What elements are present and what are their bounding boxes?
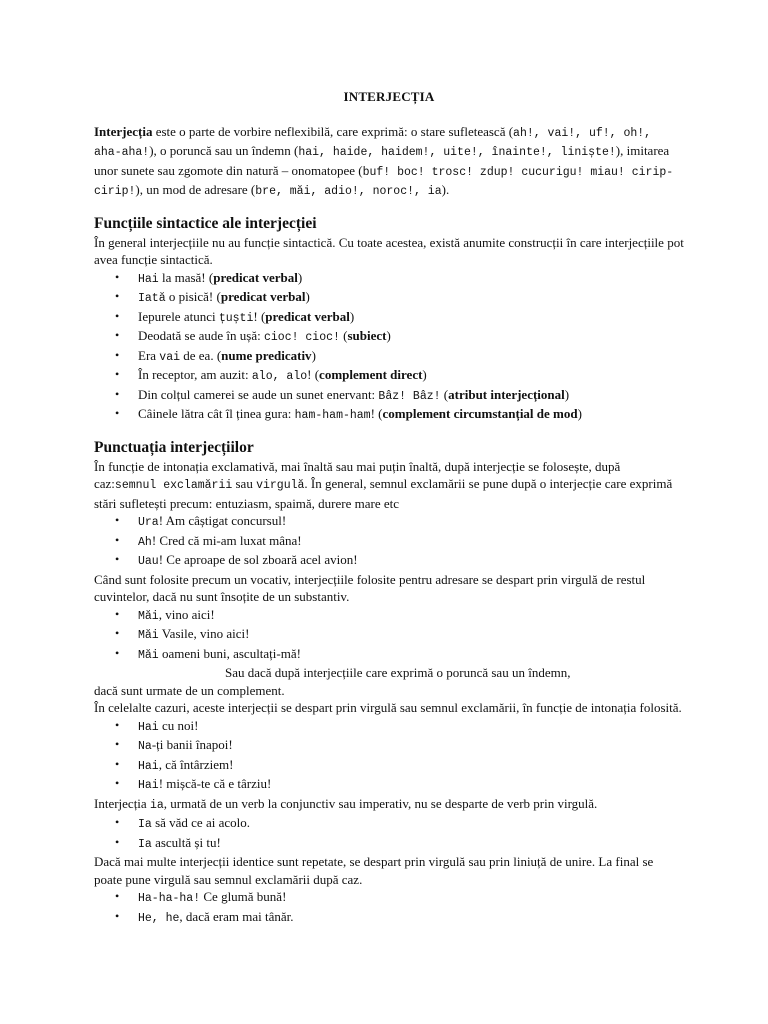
item-function: predicat verbal (213, 269, 298, 285)
list-item (94, 814, 684, 834)
intro-example-3: buf! boc! trosc! zdup! cucurigu! miau! cirip-cirip! (94, 165, 674, 198)
intro-text-1: este o parte de vorbire neflexibilă, care exprimă: o stare sufletească ( (152, 123, 514, 139)
item-interjection: Ha-ha-ha! (138, 892, 201, 905)
item-text: o pisică! ( (165, 289, 221, 304)
ia-examples-list (94, 814, 684, 853)
item-interjection: Ia (138, 837, 152, 851)
item-text: ) (564, 386, 570, 402)
intro-paragraph (94, 123, 684, 201)
item-text: la masă! ( (158, 269, 214, 285)
list-item (94, 756, 684, 776)
item-function: nume predicativ (221, 347, 312, 363)
item-text: În receptor, am auzit: (138, 367, 252, 382)
item-text: ( (440, 386, 449, 402)
item-function: predicat verbal (220, 289, 306, 304)
p1-code-exclamation: semnul exclamării (114, 479, 233, 492)
item-interjection: cioc! cioc! (263, 331, 340, 344)
list-item (94, 717, 684, 737)
list-item (94, 775, 684, 795)
vocative-examples-list (94, 606, 684, 665)
item-interjection: vai (159, 350, 181, 364)
p1-text-a: În funcție de intonația exclamativă, mai înaltă sau mai puțin înaltă, după interjecție se folosește, după caz: (94, 458, 621, 491)
item-text: Iepurele atunci (138, 308, 219, 324)
item-text: Deodată se aude în ușă: (138, 328, 264, 343)
item-text: ! ( (253, 308, 266, 324)
item-text: să văd ce ai acolo. (151, 815, 250, 830)
syntactic-functions-list (94, 269, 684, 425)
section1-paragraph: În general interjecțiile nu au funcție sintactică. Cu toate acestea, există anumite construcții în care interjecțiile pot avea funcție sintactică. (94, 234, 684, 267)
item-interjection: Iată (138, 292, 166, 305)
item-function: complement circumstanțial de mod (382, 406, 578, 421)
item-text: ! ( (370, 406, 383, 421)
item-function: complement direct (319, 367, 423, 382)
item-interjection: He, he (138, 911, 180, 925)
intro-term: Interjecția (94, 123, 153, 139)
item-text: -ți banii înapoi! (151, 737, 233, 752)
item-text: oameni buni, ascultați-mă! (158, 645, 301, 661)
item-text: Din colțul camerei se aude un sunet enervant: (138, 386, 379, 402)
item-interjection: Hai (138, 720, 159, 734)
item-function: subiect (347, 328, 387, 343)
item-text: , că întârziem! (158, 756, 234, 772)
item-interjection: Bâz! Bâz! (378, 389, 441, 403)
item-function: atribut interjecțional (448, 386, 565, 402)
list-item (94, 834, 684, 854)
list-item (94, 308, 684, 328)
p1-code-comma: virgulă (256, 479, 305, 492)
intro-text-3: ), imitarea unor sunete sau zgomote din natură – onomatopee ( (94, 143, 670, 178)
item-interjection: Ura (138, 516, 159, 529)
item-text: cu noi! (158, 717, 199, 733)
item-text: ! Ce aproape de sol zboară acel avion! (158, 552, 358, 567)
p1-text-c: sau (232, 476, 257, 491)
item-text: ascultă și tu! (151, 834, 221, 850)
list-item (94, 327, 684, 347)
item-text: ) (349, 308, 355, 324)
intro-example-2: hai, haide, haidem!, uite!, înainte!, liniște! (298, 146, 616, 159)
item-text: ! ( (307, 367, 320, 382)
item-text: ) (577, 406, 582, 421)
item-text: ) (422, 367, 427, 382)
section2-paragraph-4: În celelalte cazuri, aceste interjecții se despart prin virgulă sau semnul exclamării, în funcție de intonația folosită. (94, 700, 682, 715)
item-interjection: Măi (138, 609, 159, 623)
p5-text-b: , urmată de un verb la conjunctiv sau imperativ, nu se desparte de verb prin virgulă. (163, 795, 598, 811)
list-item (94, 347, 684, 367)
list-item (94, 512, 684, 532)
section2-paragraph-5 (94, 795, 684, 815)
item-text: Era (138, 347, 160, 363)
item-interjection: Uau (138, 555, 159, 568)
item-text: Ce glumă bună! (200, 889, 287, 904)
item-interjection: Hai (138, 779, 159, 792)
list-item (94, 908, 684, 928)
item-interjection: Măi (138, 629, 159, 642)
item-interjection: Ah (138, 535, 152, 549)
p1-text-e: . În general, semnul exclamării se pune după o interjecție care exprimă stări sufletești precum: entuziasm, spaimă, durere mare etc (94, 476, 673, 511)
item-text: , dacă eram mai tânăr. (179, 908, 294, 924)
list-item (94, 386, 684, 406)
item-text: ) (305, 289, 310, 304)
item-interjection: Hai (138, 272, 159, 286)
item-text: ( (339, 328, 348, 343)
list-item (94, 606, 684, 626)
section-heading-syntactic-functions: Funcțiile sintactice ale interjecției (94, 214, 317, 232)
item-text: ! Cred că mi-am luxat mâna! (151, 532, 302, 548)
item-interjection: Na (138, 740, 152, 753)
intro-text-5: ). (441, 182, 450, 197)
list-item (94, 405, 684, 425)
item-text: , vino aici! (158, 606, 215, 622)
section2-paragraph-2: Când sunt folosite precum un vocativ, interjecțiile folosite pentru adresare se despart prin virgulă de restul cuvintelor, dacă nu sunt însoțite de un substantiv. (94, 571, 646, 604)
item-text: ) (297, 269, 303, 285)
section-heading-punctuation: Punctuația interjecțiilor (94, 438, 254, 456)
item-interjection: țuști (218, 311, 254, 325)
list-item (94, 888, 684, 908)
intro-example-4: bre, măi, adio!, noroc!, ia (255, 185, 442, 198)
list-item (94, 532, 684, 552)
section2-paragraph-3b: dacă sunt urmate de un complement. (94, 682, 285, 698)
list-item (94, 645, 684, 665)
p5-text-a: Interjecția (94, 795, 150, 811)
intro-text-2: ), o poruncă sau un îndemn ( (149, 143, 299, 158)
list-item (94, 288, 684, 308)
section2-paragraph-3a: Sau dacă după interjecțiile care exprimă o poruncă sau un îndemn, (225, 665, 571, 680)
section2-paragraph-6: Dacă mai multe interjecții identice sunt repetate, se despart prin virgulă sau prin liniuță de unire. La final se poate pune virgulă sau semnul exclamării după caz. (94, 854, 654, 887)
command-examples-list (94, 717, 684, 795)
item-text: ! Am câștigat concursul! (158, 513, 287, 528)
item-function: predicat verbal (265, 308, 350, 324)
list-item (94, 366, 684, 386)
section2-paragraph-1 (94, 458, 684, 513)
item-interjection: Hai (138, 759, 159, 773)
item-text: Câinele lătra cât îl ținea gura: (138, 406, 295, 421)
exclamation-examples-list (94, 512, 684, 571)
item-interjection: Ia (138, 818, 152, 831)
intro-example-1: ah!, vai!, uf!, oh!, aha-aha! (94, 126, 652, 159)
item-interjection: ham-ham-ham (294, 409, 371, 422)
p5-code-ia: ia (149, 798, 164, 812)
list-item (94, 736, 684, 756)
list-item (94, 625, 684, 645)
list-item (94, 551, 684, 571)
item-text: ! mișcă-te că e târziu! (158, 776, 272, 791)
item-interjection: alo, alo (251, 370, 308, 383)
item-text: Vasile, vino aici! (158, 626, 250, 641)
page-title: INTERJECȚIA (343, 89, 435, 104)
repeated-examples-list (94, 888, 684, 927)
item-text: de ea. ( (180, 347, 222, 363)
item-interjection: Măi (138, 648, 159, 662)
list-item (94, 269, 684, 289)
document-body (94, 88, 684, 927)
intro-text-4: ), un mod de adresare ( (135, 182, 256, 197)
item-text: ) (386, 328, 391, 343)
item-text: ) (311, 347, 316, 363)
